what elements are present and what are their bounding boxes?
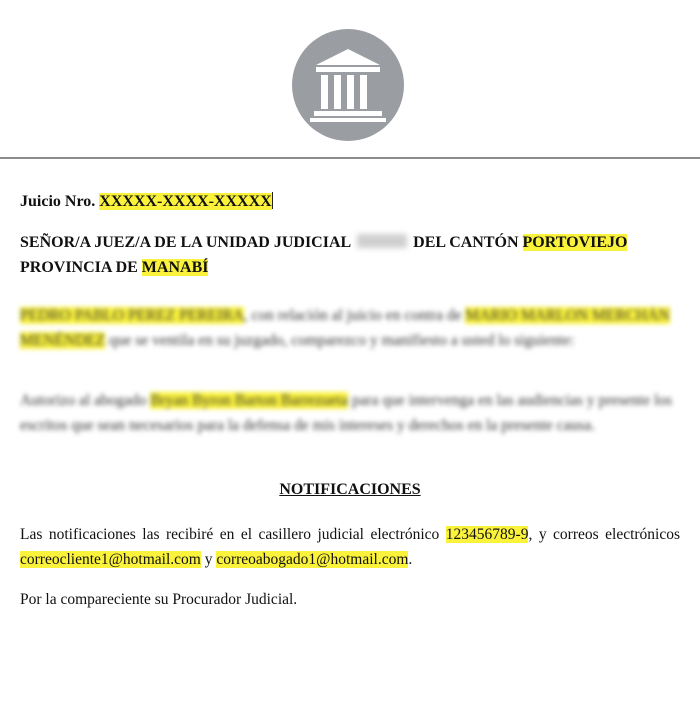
lawyer-name: Bryan Byron Barton Barrezueta [150, 392, 348, 409]
notifications-paragraph [20, 522, 680, 572]
case-label: Juicio Nro. [20, 193, 96, 210]
comparecencia-paragraph [20, 303, 680, 353]
canton-name: PORTOVIEJO [522, 234, 628, 251]
document-header [0, 0, 700, 158]
courthouse-icon [292, 29, 404, 141]
authorization-text-1: Autorizo al abogado [20, 392, 147, 409]
case-line [20, 192, 273, 211]
client-email: correocliente1@hotmail.com [20, 551, 201, 568]
province-label: PROVINCIA DE [20, 259, 138, 276]
text-cursor [272, 192, 273, 209]
addressee-line-2 [20, 259, 208, 277]
client-name: PEDRO PABLO PEREZ PEREIRA [20, 307, 244, 324]
notif-end: . [408, 551, 413, 568]
lawyer-email: correoabogado1@hotmail.com [216, 551, 409, 568]
notif-and: y [204, 551, 213, 568]
authorization-text-2: para que intervenga en las audiencias y presente los escritos que sean necesarios para la defensa de mis intereses y derechos en la presente causa. [20, 392, 673, 434]
comparecencia-text-2: que se ventila en su juzgado, comparezco y manifiesto a usted lo siguiente: [109, 332, 575, 349]
case-number: XXXXX-XXXX-XXXXX [99, 193, 272, 210]
defendant-name: MARIO MARLON MERCHÁN MENÉNDEZ [20, 307, 670, 349]
header-divider [0, 157, 700, 159]
addressee-line-1 [20, 234, 627, 252]
closing-line: Por la compareciente su Procurador Judicial. [20, 591, 298, 608]
notif-text-1: Las notificaciones las recibiré en el casillero judicial electrónico [20, 526, 440, 543]
notifications-heading: NOTIFICACIONES [279, 481, 421, 498]
authorization-paragraph [20, 388, 680, 438]
redacted-unit [357, 234, 407, 248]
notif-text-2: , y correos electrónicos [528, 526, 681, 543]
comparecencia-text-1: , con relación al juicio en contra de [243, 307, 462, 324]
courthouse-logo [292, 29, 404, 141]
casillero-number: 123456789-9 [445, 526, 529, 543]
addressee-canton-label: DEL CANTÓN [413, 234, 519, 251]
province-name: MANABÍ [141, 259, 209, 276]
addressee-prefix: SEÑOR/A JUEZ/A DE LA UNIDAD JUDICIAL [20, 234, 352, 251]
